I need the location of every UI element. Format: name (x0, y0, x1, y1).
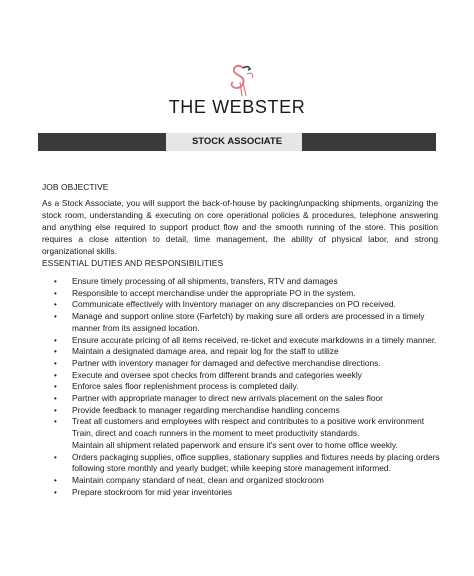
bullet-icon: • (54, 475, 57, 485)
bullet-icon: • (54, 347, 57, 357)
duty-item (54, 370, 440, 382)
duty-text: Maintain company standard of neat, clean and organized stockroom (72, 474, 324, 485)
bullet-icon: • (54, 277, 57, 286)
duty-item (54, 475, 440, 487)
duty-item (54, 405, 440, 417)
objective-text: As a Stock Associate, you will support the back-of-house by packing/unpacking shipments, organizing the stock room, understanding & executing on core operational policies & procedures, telephone answering and anything else required to support product flow and the smooth running of the store. This position requires a close attention to detail, time management, the ability of physical labor, and strong organizational skills. (42, 198, 438, 256)
duty-text: Prepare stockroom for mid year inventories (72, 486, 233, 497)
duty-item (54, 393, 440, 405)
duty-text: Communicate effectively with Inventory manager on any discrepancies on PO received. (72, 299, 396, 310)
duties-heading: ESSENTIAL DUTIES AND RESPONSIBILITIES (42, 258, 224, 268)
brand-name: THE WEBSTER (168, 97, 306, 117)
duty-text: Enforce sales floor replenishment process is completed daily. (72, 381, 299, 392)
bullet-icon: • (54, 288, 57, 298)
duty-text: Ensure timely processing of all shipments, transfers, RTV and damages (72, 276, 338, 286)
duty-text: Execute and oversee spot checks from different brands and categories weekly (72, 369, 362, 380)
duties-list (54, 276, 440, 498)
duty-item (54, 440, 440, 452)
bullet-icon: • (54, 300, 57, 310)
duty-item (54, 487, 440, 499)
duty-text: Provide feedback to manager regarding merchandise handling concerns (72, 404, 340, 415)
duty-item (54, 311, 440, 334)
objective-heading: JOB OBJECTIVE (42, 182, 109, 192)
bullet-icon: • (54, 358, 57, 368)
bullet-icon: • (54, 335, 57, 345)
bullet-icon: • (54, 405, 57, 415)
bullet-icon: • (54, 382, 57, 392)
duty-item (54, 428, 440, 440)
title-banner (38, 133, 436, 151)
duty-text: Ensure accurate pricing of all items received, re-ticket and execute markdowns in a timely manner. (72, 334, 437, 345)
bullet-icon: • (54, 452, 57, 462)
duty-item (54, 381, 440, 393)
duty-text: Partner with appropriate manager to direct new arrivals placement on the sales floor (72, 393, 383, 404)
duty-item (54, 452, 440, 475)
duty-item (54, 335, 440, 347)
bullet-icon: • (54, 370, 57, 380)
duty-text: Treat all customers and employees with respect and contributes to a positive work environment (72, 416, 425, 427)
duty-text: Manage and support online store (Farfetch) by making sure all orders are processed in a timely manner from its assigned location. (72, 311, 425, 333)
duty-text: Maintain all shipment related paperwork and ensure it's sent over to home office weekly. (72, 439, 398, 450)
duty-item (54, 299, 440, 311)
duty-text: Partner with inventory manager for damaged and defective merchandise directions. (72, 357, 381, 368)
bullet-icon: • (54, 312, 57, 322)
duty-text: Responsible to accept merchandise under the appropriate PO in the system. (72, 287, 356, 298)
duty-item (54, 416, 440, 428)
bullet-icon: • (54, 394, 57, 404)
bullet-icon: • (54, 417, 57, 427)
duty-text: Orders packaging supplies, office supplies, stationary supplies and fixtures needs by placing orders following store monthly and yearly budget; while keeping store management informed. (72, 451, 440, 474)
job-title: STOCK ASSOCIATE (191, 136, 283, 147)
duty-item (54, 346, 440, 358)
duty-item (54, 288, 440, 300)
duty-item (54, 358, 440, 370)
duty-text: Train, direct and coach runners in the moment to meet productivity standards. (72, 428, 360, 439)
flamingo-logo-icon (221, 60, 261, 98)
bullet-icon: • (54, 487, 57, 497)
duty-item (54, 276, 440, 288)
duty-text: Maintain a designated damage area, and repair log for the staff to utilize (72, 346, 339, 357)
